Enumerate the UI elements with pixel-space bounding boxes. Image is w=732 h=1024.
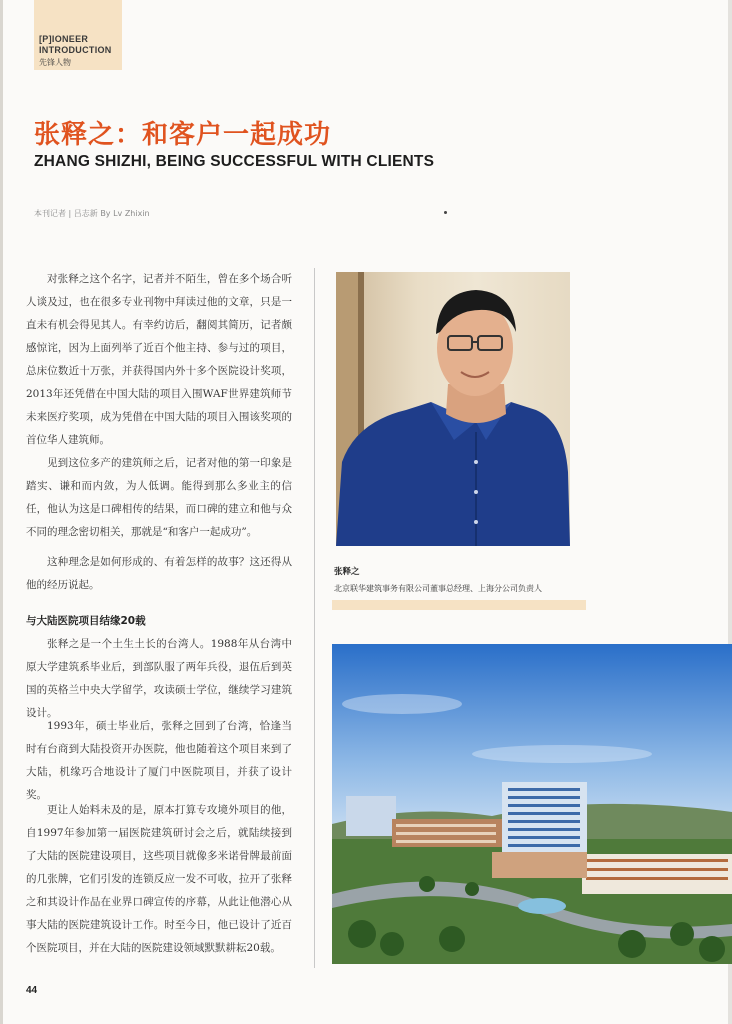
body-paragraph-6: [26, 799, 292, 960]
section-tab-line2: INTRODUCTION: [39, 45, 112, 55]
section-tab-line3: 先锋人物: [39, 58, 71, 67]
body-paragraph-4: [26, 633, 292, 725]
hospital-rendering-photo: [332, 644, 732, 964]
hospital-rendering-illustration: [332, 644, 732, 964]
decorative-dot: [444, 211, 447, 214]
section-tab-line1: [P]IONEER: [39, 34, 89, 44]
paragraph-text: 张释之是一个土生土长的台湾人。1988年从台湾中原大学建筑系毕业后，到部队服了两年兵役，退伍后到英国的英格兰中央大学留学，攻读硕士学位，继续学习建筑设计。: [26, 638, 292, 719]
article-title-english: ZHANG SHIZHI, BEING SUCCESSFUL WITH CLIENTS: [34, 153, 435, 170]
byline: 本刊记者 | 吕志新 By Lv Zhixin: [34, 209, 150, 218]
body-paragraph-3: [26, 551, 292, 597]
portrait-photo: [336, 272, 570, 546]
portrait-illustration: [336, 272, 570, 546]
paragraph-text: 对张释之这个名字，记者并不陌生，曾在多个场合听人谈及过，也在很多专业刊物中拜读过他的文章，只是一直未有机会得见其人。有幸约访后，翻阅其简历，记者颇感惊诧，因为上面列举了近百个他主持、参与过的项目，总床位数近十万张，并获得国内外十多个医院设计奖项，2013年还凭借在中国大陆的项目入围WAF世界建筑师节未来医疗奖项，成为凭借在中国大陆的项目入围该奖项的首位华人建筑师。: [26, 273, 292, 446]
body-paragraph-1: [26, 268, 292, 452]
page-number: 44: [26, 985, 38, 996]
section-tab: [34, 0, 122, 70]
paragraph-text: 这种理念是如何形成的、有着怎样的故事？这还得从他的经历说起。: [26, 556, 292, 591]
paragraph-text: 见到这位多产的建筑师之后，记者对他的第一印象是踏实、谦和而内敛，为人低调。能得到那么多业主的信任，他认为这是口碑相传的结果，而口碑的建立和他与众不同的理念密切相关，那就是“和客户一起成功”。: [26, 457, 292, 538]
caption-accent-bar: [332, 600, 586, 610]
body-paragraph-5: [26, 715, 292, 807]
photo-caption-name: 张释之: [334, 567, 360, 577]
section-subheading: 与大陆医院项目结缘20载: [26, 615, 146, 627]
paragraph-text: 1993年，硕士毕业后，张释之回到了台湾，恰逢当时有台商到大陆投资开办医院，他也随着这个项目来到了大陆，机缘巧合地设计了厦门中医院项目，并获了设计奖。: [26, 720, 292, 801]
scan-edge-left: [0, 0, 3, 1024]
photo-caption-role: 北京联华建筑事务有限公司董事总经理、上海分公司负责人: [334, 584, 542, 593]
body-paragraph-2: [26, 452, 292, 544]
article-title-chinese: 张释之：和客户一起成功: [34, 120, 332, 150]
paragraph-text: 更让人始料未及的是，原本打算专攻境外项目的他，自1997年参加第一届医院建筑研讨会之后，就陆续接到了大陆的医院建设项目，这些项目就像多米诺骨牌最前面的几张牌，它们引发的连锁反应一发不可收，拉开了张释之和其设计作品在业界口碑宣传的序幕，从此让他潜心从事大陆的医院建筑设计工作。时至今日，他已设计了近百个医院项目，并在大陆的医院建设领域默默耕耘20载。: [26, 804, 292, 954]
column-divider: [314, 268, 315, 968]
